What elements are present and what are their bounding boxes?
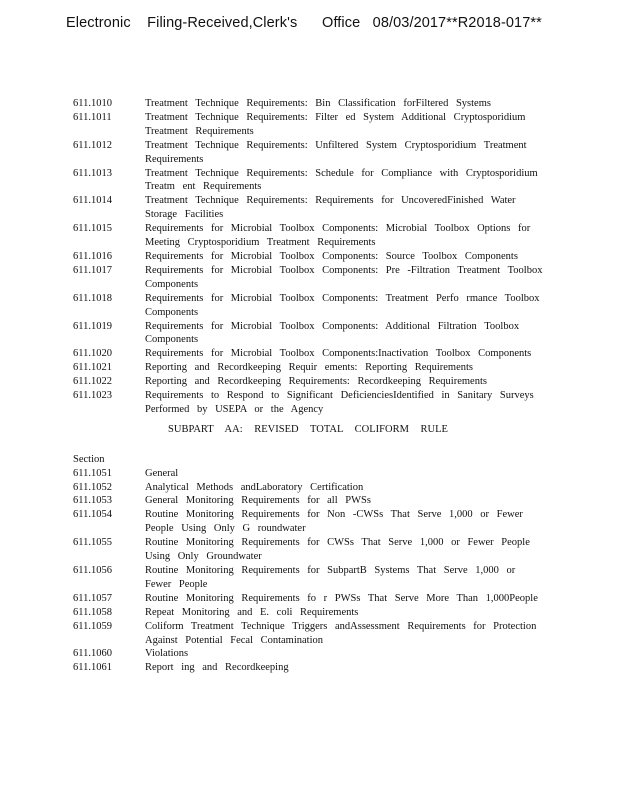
section-number: 611.1020 [73, 348, 112, 360]
section-title: Requirements to Respond to Significant DeficienciesIdentified in Sanitary Surveys Performed by USEPA or the Agency [145, 390, 534, 415]
section-number: 611.1013 [73, 167, 112, 179]
filing-header: Electronic Filing-Received,Clerk's Office 08/03/2017**R2018-017** [66, 15, 542, 31]
section-title: Routine Monitoring Requirements fo r PWSs That Serve More Than 1,000People [145, 592, 538, 604]
section-number: 611.1057 [73, 592, 112, 604]
section-title: Analytical Methods andLaboratory Certification [145, 481, 364, 493]
section-number: 611.1052 [73, 481, 112, 493]
toc-entry [73, 222, 543, 250]
toc-entry [73, 320, 543, 348]
section-title: General Monitoring Requirements for all PWSs [145, 495, 371, 507]
toc-entry [73, 536, 543, 564]
toc-entry [73, 494, 543, 508]
section-number: 611.1059 [73, 620, 112, 632]
section-number: 611.1054 [73, 509, 112, 521]
section-title: Reporting and Recordkeeping Requir ements: Reporting Requirements [145, 362, 474, 374]
table-of-contents [73, 97, 543, 675]
section-title: Treatment Technique Requirements: Filter ed System Additional Cryptosporidium Treatment Requirements [145, 111, 526, 137]
section-title: General [145, 467, 179, 479]
section-title: Requirements for Microbial Toolbox Components: Microbial Toolbox Options for Meeting Cryptosporidium Treatment Requirements [145, 223, 531, 249]
toc-entry [73, 375, 543, 389]
section-number: 611.1018 [73, 292, 112, 304]
section-number: 611.1051 [73, 467, 112, 479]
toc-entry [73, 508, 543, 536]
section-number: 611.1055 [73, 537, 112, 549]
section-column-label: Section [73, 453, 105, 465]
section-number: 611.1056 [73, 565, 112, 576]
section-number: 611.1058 [73, 606, 112, 618]
section-title: Treatment Technique Requirements: Unfiltered System Cryptosporidium Treatment Requirements [145, 139, 527, 165]
subpart-heading: SUBPART AA: REVISED TOTAL COLIFORM RULE [168, 423, 448, 435]
toc-list-b [73, 467, 543, 676]
toc-entry [73, 292, 543, 320]
toc-entry [73, 661, 543, 675]
section-number: 611.1019 [73, 320, 112, 332]
section-number: 611.1021 [73, 362, 112, 374]
toc-entry [73, 606, 543, 620]
toc-entry [73, 111, 543, 139]
section-number: 611.1061 [73, 662, 112, 674]
toc-entry [73, 347, 543, 361]
section-title: Treatment Technique Requirements: Schedule for Compliance with Cryptosporidium Treatm ent Requirements [145, 167, 538, 193]
section-number: 611.1010 [73, 98, 112, 109]
section-title: Requirements for Microbial Toolbox Components: Source Toolbox Components [145, 250, 518, 262]
section-number: 611.1060 [73, 648, 112, 660]
toc-entry [73, 620, 543, 648]
section-title: Treatment Technique Requirements: Requirements for UncoveredFinished Water Storage Facilities [145, 195, 516, 221]
section-number: 611.1011 [73, 111, 112, 123]
toc-entry [73, 167, 543, 195]
section-title: Requirements for Microbial Toolbox Components:Inactivation Toolbox Components [145, 348, 532, 360]
section-number: 611.1016 [73, 250, 112, 262]
section-number: 611.1017 [73, 264, 112, 276]
section-title: Routine Monitoring Requirements for Non -CWSs That Serve 1,000 or Fewer People Using Only G roundwater [145, 509, 523, 535]
section-number: 611.1012 [73, 139, 112, 151]
toc-list-a [73, 97, 543, 417]
section-title: Requirements for Microbial Toolbox Components: Treatment Perfo rmance Toolbox Components [145, 292, 540, 318]
section-title: Repeat Monitoring and E. coli Requirements [145, 606, 359, 618]
toc-entry [73, 592, 543, 606]
toc-entry [73, 481, 543, 495]
section-number: 611.1023 [73, 390, 112, 402]
toc-entry [73, 361, 543, 375]
section-number: 611.1022 [73, 376, 112, 388]
section-title: Coliform Treatment Technique Triggers andAssessment Requirements for Protection Against Potential Fecal Contamination [145, 620, 537, 646]
toc-entry [73, 139, 543, 167]
section-title: Reporting and Recordkeeping Requirements: Recordkeeping Requirements [145, 376, 487, 388]
section-number: 611.1015 [73, 223, 112, 235]
toc-entry [73, 97, 543, 111]
section-title: Requirements for Microbial Toolbox Components: Pre -Filtration Treatment Toolbox Components [145, 264, 543, 290]
toc-entry [73, 250, 543, 264]
section-title: Routine Monitoring Requirements for CWSs That Serve 1,000 or Fewer People Using Only Groundwater [145, 537, 530, 563]
toc-entry [73, 389, 543, 417]
section-number: 611.1014 [73, 195, 112, 207]
toc-entry [73, 647, 543, 661]
section-title: Treatment Technique Requirements: Bin Classification forFiltered Systems [145, 98, 491, 109]
section-title: Violations [145, 648, 189, 660]
toc-entry [73, 194, 543, 222]
section-title: Requirements for Microbial Toolbox Components: Additional Filtration Toolbox Components [145, 320, 520, 346]
toc-entry [73, 467, 543, 481]
section-title: Report ing and Recordkeeping [145, 662, 289, 674]
toc-entry [73, 264, 543, 292]
toc-entry [73, 564, 543, 592]
section-title: Routine Monitoring Requirements for SubpartB Systems That Serve 1,000 or Fewer People [145, 565, 516, 590]
section-number: 611.1053 [73, 495, 112, 507]
